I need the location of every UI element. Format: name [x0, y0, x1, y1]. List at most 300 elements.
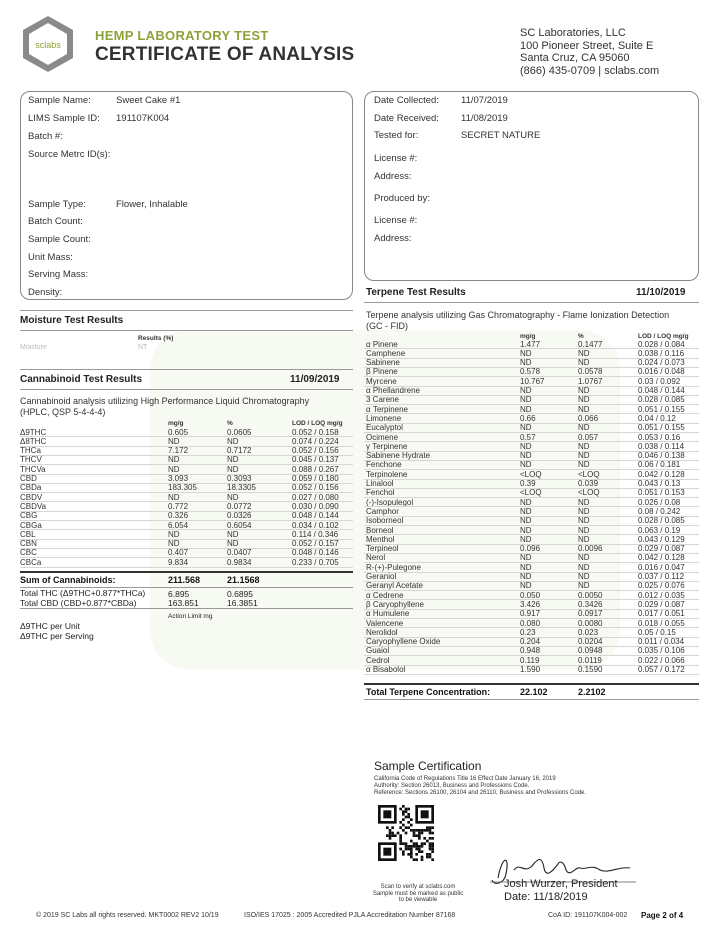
cell-name: Valencene: [366, 618, 404, 628]
table-row: [20, 465, 353, 474]
cell-lod: 0.052 / 0.156: [292, 446, 339, 456]
cell-lod: 0.028 / 0.085: [638, 516, 685, 526]
cell-lod: 0.043 / 0.129: [638, 534, 685, 544]
cell-pct: 0.066: [578, 413, 599, 423]
cell-mg: ND: [520, 525, 532, 535]
client-field-label: Tested for:: [374, 130, 419, 141]
cell-name: Δ8THC: [20, 436, 47, 446]
cell-pct: 0.039: [578, 479, 599, 488]
cell-pct: 0.0080: [578, 618, 603, 628]
cell-name: CBC: [20, 548, 37, 558]
cell-pct: ND: [578, 358, 590, 368]
sample-field-label: Batch Count:: [28, 216, 83, 227]
table-row: [364, 646, 699, 655]
cell-mg: 183.305: [168, 483, 197, 493]
client-field-label: License #:: [374, 215, 418, 226]
cell-lod: 0.042 / 0.128: [638, 553, 685, 563]
cell-name: Ocimene: [366, 432, 399, 442]
client-field-label: Address:: [374, 233, 412, 244]
terp-total-mg: 22.102: [520, 687, 548, 697]
cell-pct: ND: [227, 529, 239, 539]
table-row: [364, 656, 699, 665]
cell-lod: 0.026 / 0.08: [638, 497, 681, 507]
cell-name: Nerol: [366, 553, 386, 563]
divider: [20, 310, 353, 311]
cell-lod: 0.053 / 0.16: [638, 432, 681, 442]
cell-pct: 0.6054: [227, 520, 252, 530]
total-thc-pct: 0.6895: [227, 589, 253, 599]
signer-name: Josh Wurzer, President: [504, 878, 618, 890]
moisture-col-header: Results (%): [138, 335, 174, 342]
table-row: [364, 619, 699, 628]
cell-lod: 0.059 / 0.180: [292, 474, 339, 483]
cell-pct: 0.9834: [227, 557, 252, 567]
cell-lod: 0.05 / 0.15: [638, 627, 676, 637]
cell-pct: ND: [578, 534, 590, 544]
cell-mg: ND: [168, 436, 180, 446]
moisture-title: Moisture Test Results: [20, 315, 124, 326]
lab-address1: 100 Pioneer Street, Suite E: [520, 39, 654, 52]
table-row: [364, 358, 699, 367]
table-row: [364, 423, 699, 432]
cell-name: Geranyl Acetate: [366, 581, 423, 591]
cell-name: CBDa: [20, 483, 42, 493]
cell-pct: 0.0326: [227, 511, 252, 521]
footer-page: Page 2 of 4: [641, 911, 684, 920]
table-row: [20, 558, 353, 567]
cell-mg: ND: [520, 386, 532, 395]
cell-lod: 0.048 / 0.144: [638, 386, 685, 395]
cell-pct: ND: [578, 348, 590, 358]
cell-name: CBDV: [20, 492, 43, 502]
table-row: [364, 637, 699, 646]
table-row: [364, 600, 699, 609]
cell-pct: ND: [578, 562, 590, 572]
cell-pct: ND: [578, 395, 590, 405]
cell-pct: 0.3093: [227, 474, 252, 483]
cell-lod: 0.029 / 0.087: [638, 599, 685, 609]
cell-pct: 0.057: [578, 432, 599, 442]
cannabinoid-description: Cannabinoid analysis utilizing High Performance Liquid Chromatography (HPLC, QSP 5-4-4-4): [20, 396, 310, 417]
cell-mg: 0.050: [520, 590, 541, 600]
cell-name: (-)-Isopulegol: [366, 497, 414, 507]
cell-name: Menthol: [366, 534, 395, 544]
cell-name: Myrcene: [366, 376, 397, 386]
cell-pct: <LOQ: [578, 488, 600, 498]
header-title-line2: CERTIFICATE OF ANALYSIS: [95, 44, 355, 65]
cert-line2: Authority: Section 26013, Business and Professions Code.: [374, 782, 530, 789]
cell-pct: ND: [578, 572, 590, 581]
cell-lod: 0.046 / 0.138: [638, 451, 685, 461]
cell-pct: ND: [578, 451, 590, 461]
cell-pct: 0.0407: [227, 548, 252, 558]
cell-name: Guaiol: [366, 646, 390, 656]
footer-copyright: © 2019 SC Labs all rights reserved. MKT0002 REV2 10/19: [36, 912, 219, 919]
cell-lod: 0.057 / 0.172: [638, 665, 685, 674]
sample-field-label: Unit Mass:: [28, 252, 73, 263]
sclabs-logo-icon: [22, 15, 74, 73]
total-cbd-pct: 16.3851: [227, 598, 258, 608]
cell-lod: 0.030 / 0.090: [292, 501, 339, 511]
cell-name: Cedrol: [366, 655, 390, 665]
cell-lod: 0.025 / 0.076: [638, 581, 685, 591]
cell-lod: 0.016 / 0.047: [638, 562, 685, 572]
cell-name: α Bisabolol: [366, 665, 406, 674]
cannabinoid-title: Cannabinoid Test Results: [20, 374, 143, 385]
lab-name: SC Laboratories, LLC: [520, 27, 626, 39]
header-title-line1: HEMP LABORATORY TEST: [95, 28, 269, 43]
cell-pct: ND: [227, 436, 239, 446]
cell-lod: 0.06 / 0.181: [638, 460, 681, 470]
cell-name: THCVa: [20, 464, 46, 474]
cell-name: CBGa: [20, 520, 42, 530]
cell-pct: 18.3305: [227, 483, 256, 493]
cell-mg: ND: [168, 492, 180, 502]
terp-col-lod: LOD / LOQ mg/g: [638, 333, 689, 340]
cell-name: 3 Carene: [366, 395, 399, 405]
table-row: [20, 446, 353, 455]
cell-name: Fenchone: [366, 460, 402, 470]
cell-lod: 0.028 / 0.085: [638, 395, 685, 405]
sample-field-label: Source Metrc ID(s):: [28, 149, 111, 160]
divider: [20, 369, 353, 370]
cell-mg: ND: [520, 423, 532, 433]
cell-lod: 0.035 / 0.106: [638, 646, 685, 656]
sample-field-label: LIMS Sample ID:: [28, 113, 100, 124]
table-row: [364, 367, 699, 376]
cell-name: CBN: [20, 539, 37, 549]
cannabinoid-date: 11/09/2019: [290, 374, 340, 385]
table-row: [364, 433, 699, 442]
divider: [20, 608, 353, 609]
sum-label: Sum of Cannabinoids:: [20, 575, 116, 585]
table-row: [364, 581, 699, 590]
divider: [364, 699, 699, 700]
cell-mg: ND: [520, 441, 532, 451]
qr-code-icon[interactable]: [378, 805, 434, 881]
table-row: [364, 377, 699, 386]
cell-name: α Pinene: [366, 339, 398, 349]
client-field-value: 11/07/2019: [461, 95, 508, 106]
terp-total-label: Total Terpene Concentration:: [366, 687, 491, 697]
lab-info: [520, 27, 659, 77]
cell-name: Sabinene: [366, 358, 400, 368]
cell-mg: 0.772: [168, 501, 189, 511]
divider: [364, 302, 699, 303]
cell-mg: 0.119: [520, 655, 540, 665]
table-row: [364, 488, 699, 497]
cell-pct: 0.0096: [578, 544, 603, 554]
cell-pct: ND: [578, 460, 590, 470]
cell-pct: ND: [227, 539, 239, 549]
cell-mg: 0.605: [168, 427, 189, 437]
cell-lod: 0.233 / 0.705: [292, 557, 339, 567]
sample-field-label: Batch #:: [28, 131, 63, 142]
table-row: [20, 474, 353, 483]
cell-mg: ND: [520, 506, 532, 516]
table-row: [20, 483, 353, 492]
total-thc-mg: 6.895: [168, 589, 190, 599]
table-row: [20, 548, 353, 557]
total-cbd-label: Total CBD (CBD+0.877*CBDa): [20, 598, 137, 608]
cell-mg: ND: [520, 358, 532, 368]
per-serving: Δ9THC per Serving: [20, 631, 94, 641]
cell-name: Geraniol: [366, 572, 397, 581]
qr-caption: Scan to verify at sclabs.com Sample must be marked as public to be viewable: [372, 884, 464, 903]
table-row: [20, 521, 353, 530]
cell-mg: 3.093: [168, 474, 189, 483]
cell-mg: 0.948: [520, 646, 541, 656]
table-row: [364, 442, 699, 451]
cell-lod: 0.048 / 0.144: [292, 511, 339, 521]
cell-lod: 0.088 / 0.267: [292, 464, 339, 474]
divider: [20, 571, 353, 573]
cell-name: Δ9THC: [20, 427, 47, 437]
table-row: [364, 553, 699, 562]
cell-name: Borneol: [366, 525, 394, 535]
cell-pct: 0.023: [578, 627, 599, 637]
cert-line3: Reference: Sections 26100, 26104 and 26110, Business and Professions Code.: [374, 789, 587, 796]
table-row: [364, 516, 699, 525]
cell-lod: 0.022 / 0.066: [638, 655, 685, 665]
table-row: [364, 460, 699, 469]
terp-col-mg: mg/g: [520, 333, 536, 340]
cell-mg: 0.57: [520, 432, 536, 442]
cell-lod: 0.08 / 0.242: [638, 506, 681, 516]
cell-mg: ND: [520, 404, 532, 414]
cell-pct: ND: [578, 506, 590, 516]
cell-lod: 0.03 / 0.092: [638, 376, 681, 386]
cell-pct: 0.0948: [578, 646, 603, 656]
cell-pct: ND: [578, 525, 590, 535]
table-row: [364, 340, 699, 349]
cell-mg: 6.054: [168, 520, 189, 530]
lab-address2: Santa Cruz, CA 95060: [520, 52, 630, 64]
cell-lod: 0.074 / 0.224: [292, 436, 339, 446]
cell-pct: ND: [578, 553, 590, 563]
cell-mg: 0.917: [520, 609, 541, 619]
cell-name: Limonene: [366, 413, 402, 423]
cell-mg: ND: [520, 395, 532, 405]
table-row: [364, 386, 699, 395]
divider: [364, 683, 699, 685]
cell-mg: <LOQ: [520, 469, 542, 479]
cell-lod: 0.045 / 0.137: [292, 455, 339, 465]
cell-mg: 3.426: [520, 599, 541, 609]
sample-field-value: Flower, Inhalable: [116, 199, 188, 210]
table-row: [364, 544, 699, 553]
cell-mg: ND: [520, 534, 532, 544]
cell-name: Nerolidol: [366, 627, 398, 637]
table-row: [20, 502, 353, 511]
cell-lod: 0.034 / 0.102: [292, 520, 339, 530]
table-row: [20, 511, 353, 520]
cell-name: α Cedrene: [366, 590, 404, 600]
cell-pct: ND: [227, 492, 239, 502]
cell-lod: 0.052 / 0.157: [292, 539, 339, 549]
cell-mg: ND: [520, 562, 532, 572]
cell-pct: 0.0917: [578, 609, 603, 619]
table-row: [364, 498, 699, 507]
cell-lod: 0.016 / 0.048: [638, 367, 685, 377]
total-thc-label: Total THC (Δ9THC+0.877*THCa): [20, 588, 146, 598]
cell-lod: 0.037 / 0.112: [638, 572, 685, 581]
logo-text: sclabs: [35, 40, 61, 50]
cell-pct: ND: [578, 516, 590, 526]
total-cbd-mg: 163.851: [168, 598, 199, 608]
footer-iso: ISO/IES 17025 : 2005 Accredited PJLA Accreditation Number 87168: [244, 912, 456, 919]
cell-lod: 0.011 / 0.034: [638, 637, 685, 647]
cell-lod: 0.042 / 0.128: [638, 469, 685, 479]
cell-mg: ND: [520, 497, 532, 507]
sample-field-value: Sweet Cake #1: [116, 95, 181, 106]
cell-mg: 0.326: [168, 511, 189, 521]
cell-mg: ND: [168, 539, 180, 549]
divider: [20, 389, 353, 390]
table-row: [364, 563, 699, 572]
terp-total-pct: 2.2102: [578, 687, 606, 697]
cell-mg: 0.204: [520, 637, 541, 647]
sample-field-label: Density:: [28, 287, 63, 298]
action-limit: Action Limit mg: [168, 613, 213, 620]
client-field-value: 11/08/2019: [461, 113, 508, 124]
cell-lod: 0.029 / 0.087: [638, 544, 685, 554]
cell-pct: 0.7172: [227, 446, 252, 456]
cell-name: β Caryophyllene: [366, 599, 424, 609]
cell-name: Camphor: [366, 506, 399, 516]
client-field-label: Address:: [374, 171, 412, 182]
row-divider: [364, 674, 699, 675]
cell-lod: 0.043 / 0.13: [638, 479, 681, 488]
cell-pct: ND: [578, 441, 590, 451]
terpene-date: 11/10/2019: [636, 287, 686, 298]
table-row: [364, 395, 699, 404]
cell-name: CBG: [20, 511, 38, 521]
cell-mg: 7.172: [168, 446, 189, 456]
footer-coa: CoA ID: 191107K004-002: [548, 912, 628, 919]
cell-lod: 0.027 / 0.080: [292, 492, 339, 502]
cell-lod: 0.017 / 0.051: [638, 609, 685, 619]
cell-lod: 0.024 / 0.073: [638, 358, 685, 368]
cell-pct: ND: [578, 497, 590, 507]
cell-pct: ND: [227, 455, 239, 465]
cell-lod: 0.052 / 0.158: [292, 427, 339, 437]
table-row: [364, 507, 699, 516]
sample-field-label: Sample Count:: [28, 234, 91, 245]
cell-mg: ND: [168, 529, 180, 539]
client-field-label: Produced by:: [374, 193, 430, 204]
table-row: [364, 628, 699, 637]
table-row: [364, 405, 699, 414]
sample-field-label: Sample Name:: [28, 95, 91, 106]
cell-name: Terpineol: [366, 544, 399, 554]
terp-col-pct: %: [578, 333, 584, 340]
cell-name: Eucalyptol: [366, 423, 403, 433]
cell-lod: 0.052 / 0.156: [292, 483, 339, 493]
sample-field-value: 191107K004: [116, 113, 170, 124]
cell-pct: ND: [578, 581, 590, 591]
cell-mg: ND: [168, 464, 180, 474]
cell-pct: 0.0050: [578, 590, 603, 600]
cell-name: R-(+)-Pulegone: [366, 562, 421, 572]
cell-name: β Pinene: [366, 367, 398, 377]
terpene-title: Terpene Test Results: [366, 287, 466, 298]
cell-lod: 0.038 / 0.114: [638, 441, 685, 451]
cell-name: Caryophyllene Oxide: [366, 637, 441, 647]
cell-mg: ND: [520, 451, 532, 461]
cell-pct: 0.0605: [227, 427, 252, 437]
cell-mg: 10.767: [520, 376, 545, 386]
cell-lod: 0.063 / 0.19: [638, 525, 681, 535]
client-field-label: License #:: [374, 153, 418, 164]
cell-name: γ Terpinene: [366, 441, 408, 451]
table-row: [364, 414, 699, 423]
cell-name: THCa: [20, 446, 41, 456]
cell-name: Isoborneol: [366, 516, 404, 526]
cell-name: α Terpinene: [366, 404, 408, 414]
table-row: [364, 526, 699, 535]
table-row: [364, 572, 699, 581]
cell-name: α Phellandrene: [366, 386, 420, 395]
client-field-label: Date Received:: [374, 113, 439, 124]
sum-mg: 211.568: [168, 575, 201, 585]
cell-mg: ND: [168, 455, 180, 465]
client-field-value: SECRET NATURE: [461, 130, 541, 141]
sample-field-label: Sample Type:: [28, 199, 86, 210]
cell-name: CBCa: [20, 557, 42, 567]
table-row: [364, 535, 699, 544]
cell-pct: ND: [578, 386, 590, 395]
cell-lod: 0.018 / 0.055: [638, 618, 685, 628]
sample-field-label: Serving Mass:: [28, 269, 89, 280]
col-lod: LOD / LOQ mg/g: [292, 420, 343, 427]
cell-pct: 0.0772: [227, 501, 252, 511]
cell-name: Fenchol: [366, 488, 395, 498]
table-row: [20, 437, 353, 446]
cell-lod: 0.048 / 0.146: [292, 548, 339, 558]
cell-mg: ND: [520, 460, 532, 470]
cell-mg: 0.23: [520, 627, 536, 637]
per-unit: Δ9THC per Unit: [20, 621, 80, 631]
cell-pct: 0.0119: [578, 655, 602, 665]
cell-pct: 0.1477: [578, 339, 603, 349]
cell-mg: 9.834: [168, 557, 189, 567]
cell-mg: 0.096: [520, 544, 541, 554]
cell-name: Terpinolene: [366, 469, 408, 479]
cell-name: CBDVa: [20, 501, 47, 511]
cell-pct: ND: [578, 404, 590, 414]
cell-pct: ND: [227, 464, 239, 474]
cert-line1: California Code of Regulations Title 16 Effect Date January 16, 2019: [374, 776, 556, 782]
cell-name: α Humulene: [366, 609, 410, 619]
cell-lod: 0.051 / 0.155: [638, 404, 685, 414]
table-row: [20, 530, 353, 539]
cell-mg: ND: [520, 572, 532, 581]
cell-mg: 0.39: [520, 479, 536, 488]
cell-pct: 0.3426: [578, 599, 603, 609]
cell-name: CBL: [20, 529, 36, 539]
cell-pct: 1.0767: [578, 376, 603, 386]
terpene-description: Terpene analysis utilizing Gas Chromatography - Flame Ionization Detection (GC - FID): [366, 310, 670, 331]
cell-pct: 0.0578: [578, 367, 603, 377]
signer-date: Date: 11/18/2019: [504, 891, 588, 903]
cell-mg: 0.080: [520, 618, 541, 628]
cell-name: CBD: [20, 474, 37, 483]
cell-lod: 0.028 / 0.084: [638, 339, 685, 349]
moisture-row-label: Moisture: [20, 344, 47, 351]
cell-pct: <LOQ: [578, 469, 600, 479]
divider: [20, 330, 353, 331]
